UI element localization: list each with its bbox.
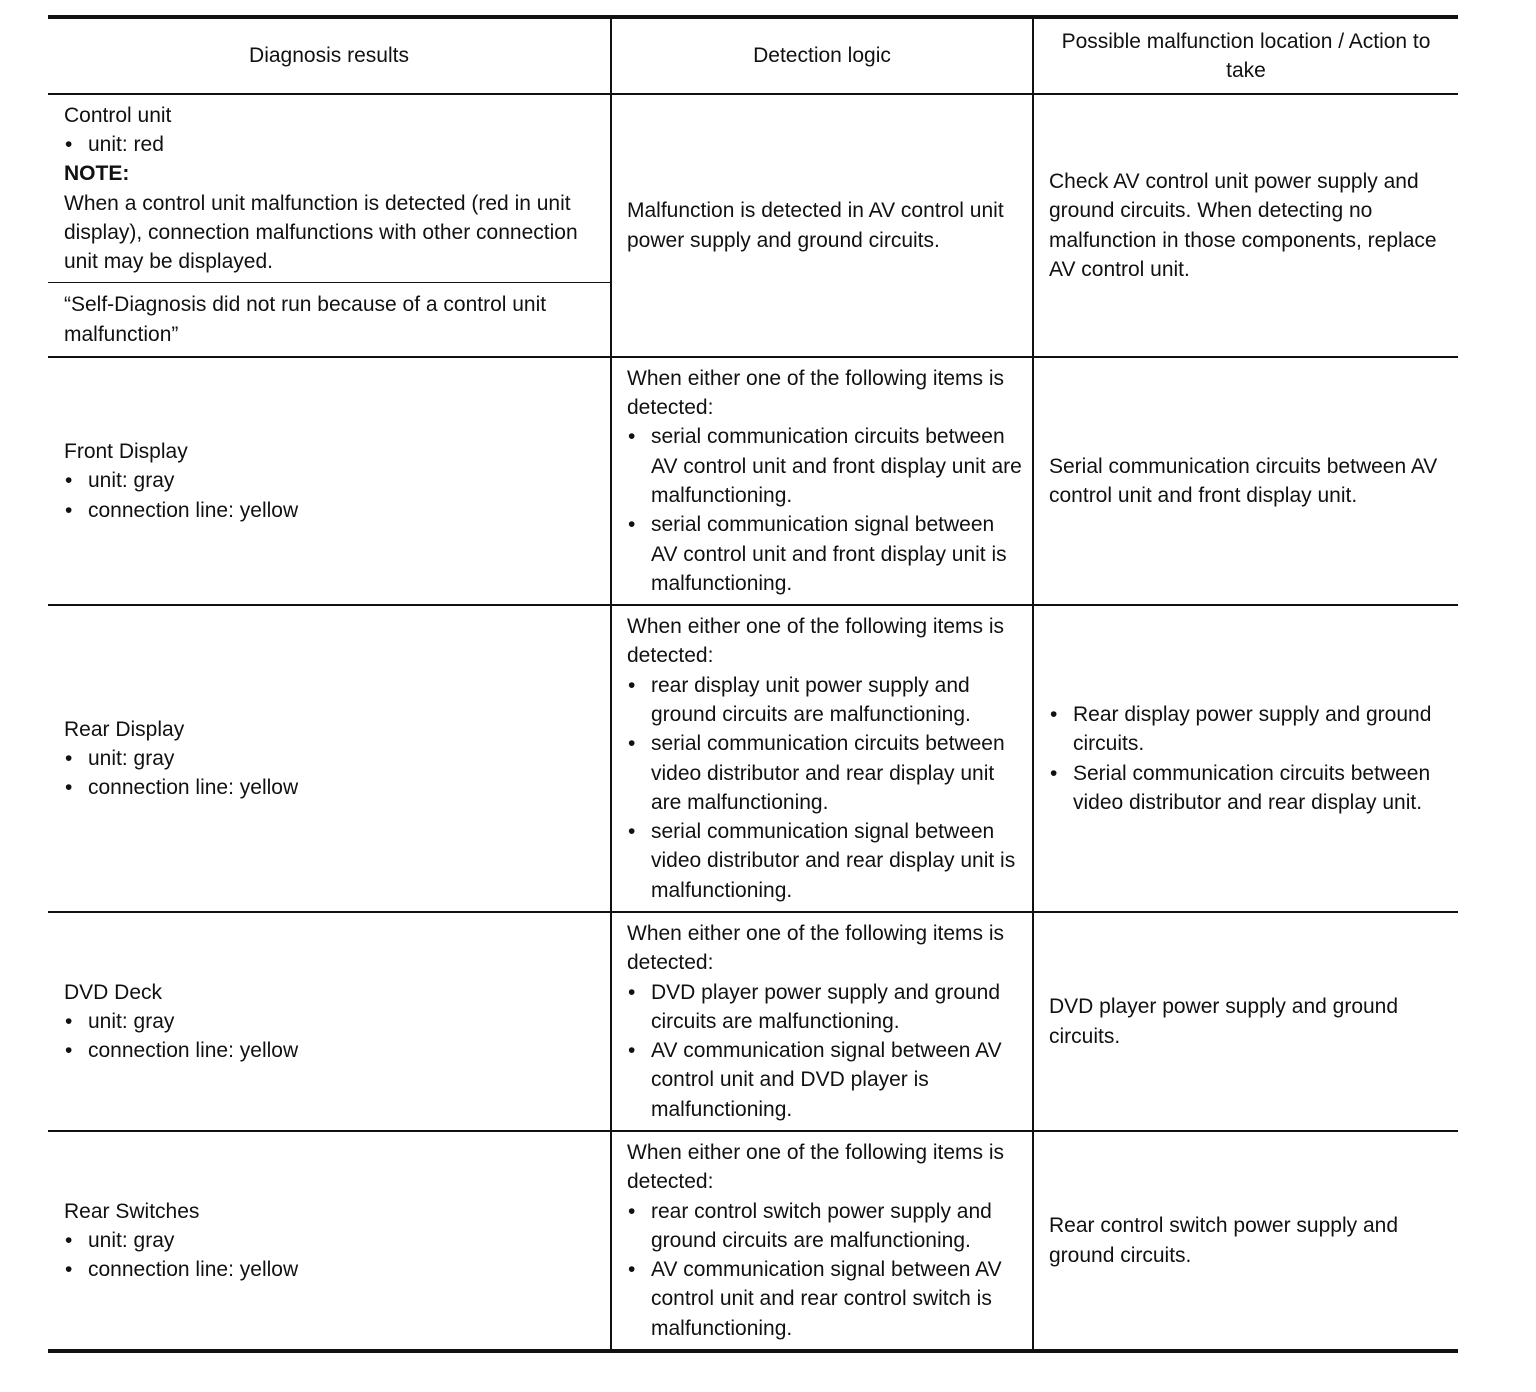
header-malfunction-location: Possible malfunction location / Action to take <box>1033 17 1458 94</box>
action-cell <box>1033 357 1458 605</box>
diagnosis-cell <box>48 94 611 283</box>
detection-item: • DVD player power supply and ground circuits are malfunctioning. <box>627 978 1024 1037</box>
detection-list <box>627 671 1024 905</box>
detection-item: • serial communication circuits between video distributor and rear display unit are malfunctioning. <box>627 729 1024 817</box>
detection-item: • serial communication circuits between AV control unit and front display unit are malfunctioning. <box>627 422 1024 510</box>
detection-cell <box>611 605 1033 912</box>
detection-list <box>627 422 1024 598</box>
table-header-row <box>48 17 1458 94</box>
detection-cell <box>611 94 1033 357</box>
detection-item: • rear control switch power supply and ground circuits are malfunctioning. <box>627 1197 1024 1256</box>
diagnosis-item: • connection line: yellow <box>64 1255 600 1284</box>
diagnosis-item: • connection line: yellow <box>64 1036 600 1065</box>
table-row-front-display <box>48 357 1458 605</box>
diagnosis-cell <box>48 357 611 605</box>
diagnosis-title: Front Display <box>64 440 188 464</box>
action-cell <box>1033 912 1458 1131</box>
action-item: • Serial communication circuits between video distributor and rear display unit. <box>1049 759 1448 818</box>
detection-intro: When either one of the following items is detected: <box>627 366 1005 420</box>
diagnosis-list <box>64 130 600 159</box>
diagnosis-list <box>64 744 600 803</box>
header-detection-logic: Detection logic <box>611 17 1033 94</box>
detection-intro: When either one of the following items is detected: <box>627 1140 1005 1194</box>
detection-cell <box>611 357 1033 605</box>
diagnosis-title: Rear Switches <box>64 1199 200 1223</box>
diagnosis-list <box>64 1226 600 1285</box>
action-cell <box>1033 94 1458 357</box>
detection-intro: When either one of the following items is detected: <box>627 615 1005 668</box>
note-text: When a control unit malfunction is detected (red in unit display), connection malfunctions with other connection unit may be displayed. <box>64 191 578 274</box>
diagnosis-title: Control unit <box>64 103 172 127</box>
detection-item: • rear display unit power supply and ground circuits are malfunctioning. <box>627 671 1024 730</box>
diagnosis-list <box>64 466 600 525</box>
diagnosis-title: DVD Deck <box>64 980 163 1004</box>
diagnosis-item: • connection line: yellow <box>64 773 600 802</box>
diagnosis-cell <box>48 912 611 1131</box>
header-diagnosis-results: Diagnosis results <box>48 17 611 94</box>
action-text: Rear control switch power supply and ground circuits. <box>1049 1214 1399 1267</box>
action-text: Check AV control unit power supply and ground circuits. When detecting no malfunction in those components, replace AV control unit. <box>1049 169 1437 281</box>
diagnosis-item: • unit: gray <box>64 744 600 773</box>
diagnosis-sub-message-cell <box>48 283 611 358</box>
action-text: DVD player power supply and ground circuits. <box>1049 995 1399 1048</box>
diagnosis-item: • unit: gray <box>64 1007 600 1036</box>
detection-item: • AV communication signal between AV control unit and rear control switch is malfunctioning. <box>627 1255 1024 1343</box>
action-text: Serial communication circuits between AV control unit and front display unit. <box>1049 454 1438 507</box>
diagnosis-cell <box>48 605 611 912</box>
note-label: NOTE: <box>64 162 130 186</box>
diagnosis-table <box>48 15 1458 1353</box>
detection-item: • serial communication signal between AV control unit and front display unit is malfunctioning. <box>627 510 1024 598</box>
action-item: • Rear display power supply and ground circuits. <box>1049 700 1448 759</box>
sub-message: “Self-Diagnosis did not run because of a control unit malfunction” <box>64 293 547 346</box>
detection-item: • serial communication signal between video distributor and rear display unit is malfunctioning. <box>627 817 1024 905</box>
diagnosis-cell <box>48 1131 611 1351</box>
diagnosis-list <box>64 1007 600 1066</box>
detection-cell <box>611 1131 1033 1351</box>
table-row-rear-switches <box>48 1131 1458 1351</box>
action-cell <box>1033 1131 1458 1351</box>
detection-list <box>627 978 1024 1124</box>
action-list <box>1049 700 1448 817</box>
table-row-dvd-deck <box>48 912 1458 1131</box>
diagnosis-item: • unit: red <box>64 130 600 159</box>
detection-text: Malfunction is detected in AV control unit power supply and ground circuits. <box>627 199 1004 252</box>
action-cell <box>1033 605 1458 912</box>
diagnosis-item: • unit: gray <box>64 466 600 495</box>
detection-item: • AV communication signal between AV control unit and DVD player is malfunctioning. <box>627 1036 1024 1124</box>
table-row-rear-display <box>48 605 1458 912</box>
detection-cell <box>611 912 1033 1131</box>
detection-intro: When either one of the following items is detected: <box>627 921 1005 975</box>
diagnosis-item: • connection line: yellow <box>64 496 600 525</box>
detection-list <box>627 1197 1024 1343</box>
diagnosis-title: Rear Display <box>64 717 185 741</box>
table-row-control-unit <box>48 94 1458 283</box>
diagnosis-item: • unit: gray <box>64 1226 600 1255</box>
